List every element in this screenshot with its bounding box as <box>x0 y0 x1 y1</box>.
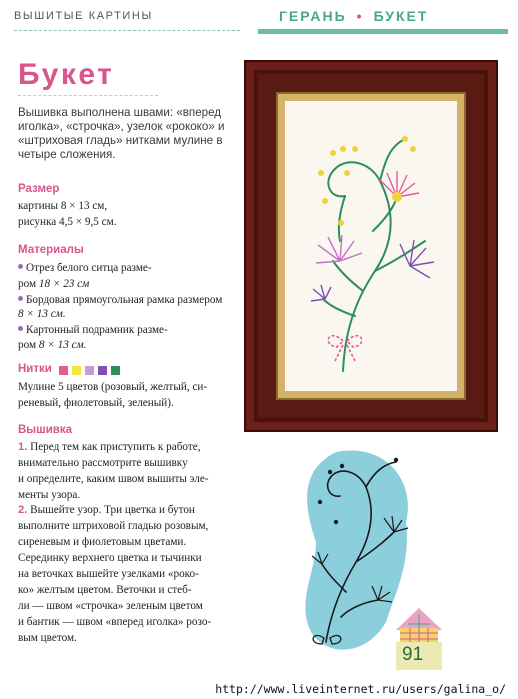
step-2-line-8: и бантик — швом «вперед иголка» розо- <box>18 616 212 628</box>
materials-heading: Материалы <box>18 244 84 256</box>
threads-heading: Нитки <box>18 363 52 375</box>
swatch-yellow <box>72 366 81 375</box>
embroidery-canvas <box>285 101 457 391</box>
size-heading: Размер <box>18 183 60 195</box>
swatch-green <box>111 366 120 375</box>
swatch-violet <box>98 366 107 375</box>
materials-item-3-cont: ром 8 × 13 см. <box>18 339 87 351</box>
step-2-line-7: ли — швом «строчка» зеленым цветом <box>18 600 203 612</box>
materials-item-1-cont: ром 18 × 23 см <box>18 278 90 290</box>
header-section-label: ВЫШИТЫЕ КАРТИНЫ <box>14 10 153 22</box>
swatch-lilac <box>85 366 94 375</box>
thread-color-swatches <box>59 366 120 375</box>
threads-line-2: реневый, фиолетовый, зеленый). <box>18 397 174 409</box>
bullet-icon <box>18 264 23 269</box>
step-2-line-3: сиреневым и фиолетовым цветами. <box>18 536 187 548</box>
header-rule-left <box>14 30 240 31</box>
size-line-1: картины 8 × 13 см, <box>18 200 108 212</box>
threads-line-1: Мулине 5 цветов (розовый, желтый, си- <box>18 381 208 393</box>
size-line-2: рисунка 4,5 × 9,5 см. <box>18 216 117 228</box>
header-accent-bar <box>258 29 508 34</box>
embroidery-bouquet-illustration <box>285 101 457 391</box>
materials-item-2: Бордовая прямоугольная рамка размером <box>18 292 222 308</box>
plaid-house-icon <box>394 606 444 644</box>
step-1-line-2: внимательно рассмотрите вышивку <box>18 457 188 469</box>
step-2-line-4: Серединку верхнего цветка и тычинки <box>18 552 202 564</box>
bullet-icon <box>18 296 23 301</box>
page-title: Букет <box>18 58 115 91</box>
step-1-line-3: и определите, каким швом вышиты эле- <box>18 473 209 485</box>
header-chapter-1: ГЕРАНЬ <box>279 8 347 24</box>
step-1-line-4: менты узора. <box>18 489 81 501</box>
materials-item-1: Отрез белого ситца разме- <box>18 260 152 276</box>
header-chapter-2: БУКЕТ <box>373 8 429 24</box>
swatch-pink <box>59 366 68 375</box>
title-underline <box>18 95 158 96</box>
header-chapter-title <box>279 8 428 24</box>
page-number: 91 <box>402 644 424 665</box>
intro-paragraph: Вышивка выполнена швами: «вперед иголка», «строчка», узелок «рококо» и «штриховая гладь» нитками мулине в четыре сложения. <box>18 106 225 161</box>
source-url[interactable]: http://www.liveinternet.ru/users/galina_o/ <box>215 682 506 696</box>
bullet-icon <box>18 326 23 331</box>
step-2-line-9: вым цветом. <box>18 632 77 644</box>
materials-item-3: Картонный подрамник разме- <box>18 322 168 338</box>
step-1-line-1: 1. Перед тем как приступить к работе, <box>18 441 201 453</box>
embroidery-heading: Вышивка <box>18 424 73 436</box>
header-separator-dot: • <box>356 8 364 24</box>
step-2-line-5: на веточках вышейте узелками «роко- <box>18 568 199 580</box>
step-2-line-2: выполните штриховой гладью розовым, <box>18 520 209 532</box>
materials-item-2-cont: 8 × 13 см. <box>18 308 66 320</box>
step-2-line-6: ко» желтым цветом. Веточки и стеб- <box>18 584 192 596</box>
step-2-line-1: 2. Вышейте узор. Три цветка и бутон <box>18 504 195 516</box>
